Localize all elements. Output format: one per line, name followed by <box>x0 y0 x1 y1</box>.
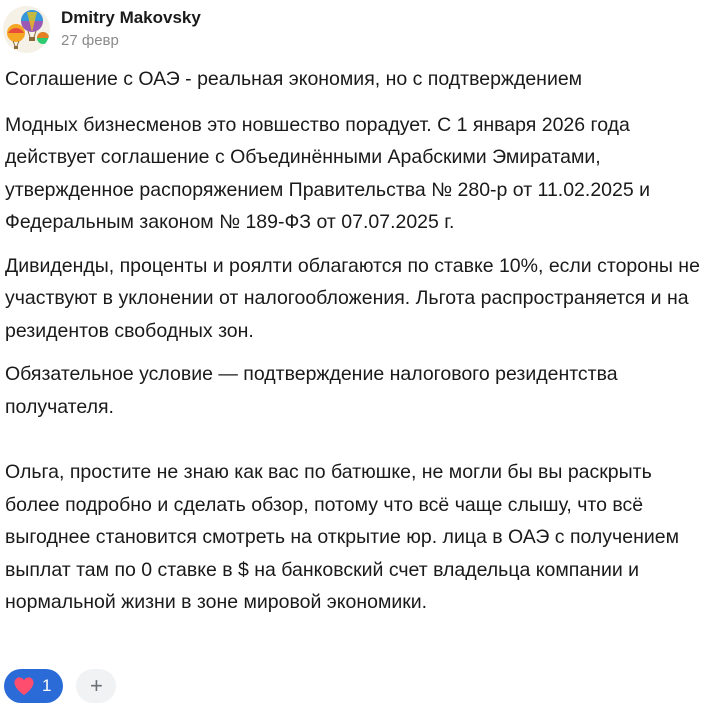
like-count: 1 <box>42 676 52 695</box>
author-name[interactable]: Dmitry Makovsky <box>61 8 201 27</box>
heart-icon <box>13 676 35 696</box>
like-button[interactable] <box>4 669 63 703</box>
post-paragraph: Дивиденды, проценты и роялти облагаются по ставке 10%, если стороны не участвуют в уклонении от налогообложения. Льгота распространяется и на резидентов свободных зон. <box>5 254 700 342</box>
reactions-bar <box>4 669 116 703</box>
post-header <box>3 3 201 55</box>
post-paragraph: Ольга, простите не знаю как вас по батюшке, не могли бы вы раскрыть более подробно и сделать обзор, потому что всё чаще слышу, что всё выгоднее становится смотреть на открытие юр. лица в ОАЭ с получением выплат там по 0 ставке в $ на банковский счет владельца компании и нормальной жизни в зоне мировой экономики. <box>5 461 679 613</box>
plus-icon: + <box>90 673 103 698</box>
post-paragraph: Обязательное условие — подтверждение налогового резидентства получателя. <box>5 363 618 418</box>
add-reaction-button[interactable] <box>76 669 116 703</box>
post-title: Соглашение с ОАЭ - реальная экономия, но с подтверждением <box>5 68 583 90</box>
post-date: 27 февр <box>61 32 119 49</box>
hot-air-balloons-icon <box>3 6 50 53</box>
post-meta <box>61 7 201 51</box>
avatar[interactable] <box>3 6 50 53</box>
post-paragraph: Модных бизнесменов это новшество порадует. С 1 января 2026 года действует соглашение с Объединёнными Арабскими Эмиратами, утвержденное распоряжением Правительства № 280-р от 11.02.2025 и Федеральным законом № 189-ФЗ от 07.07.2025 г. <box>5 113 651 233</box>
post-body <box>5 63 705 630</box>
